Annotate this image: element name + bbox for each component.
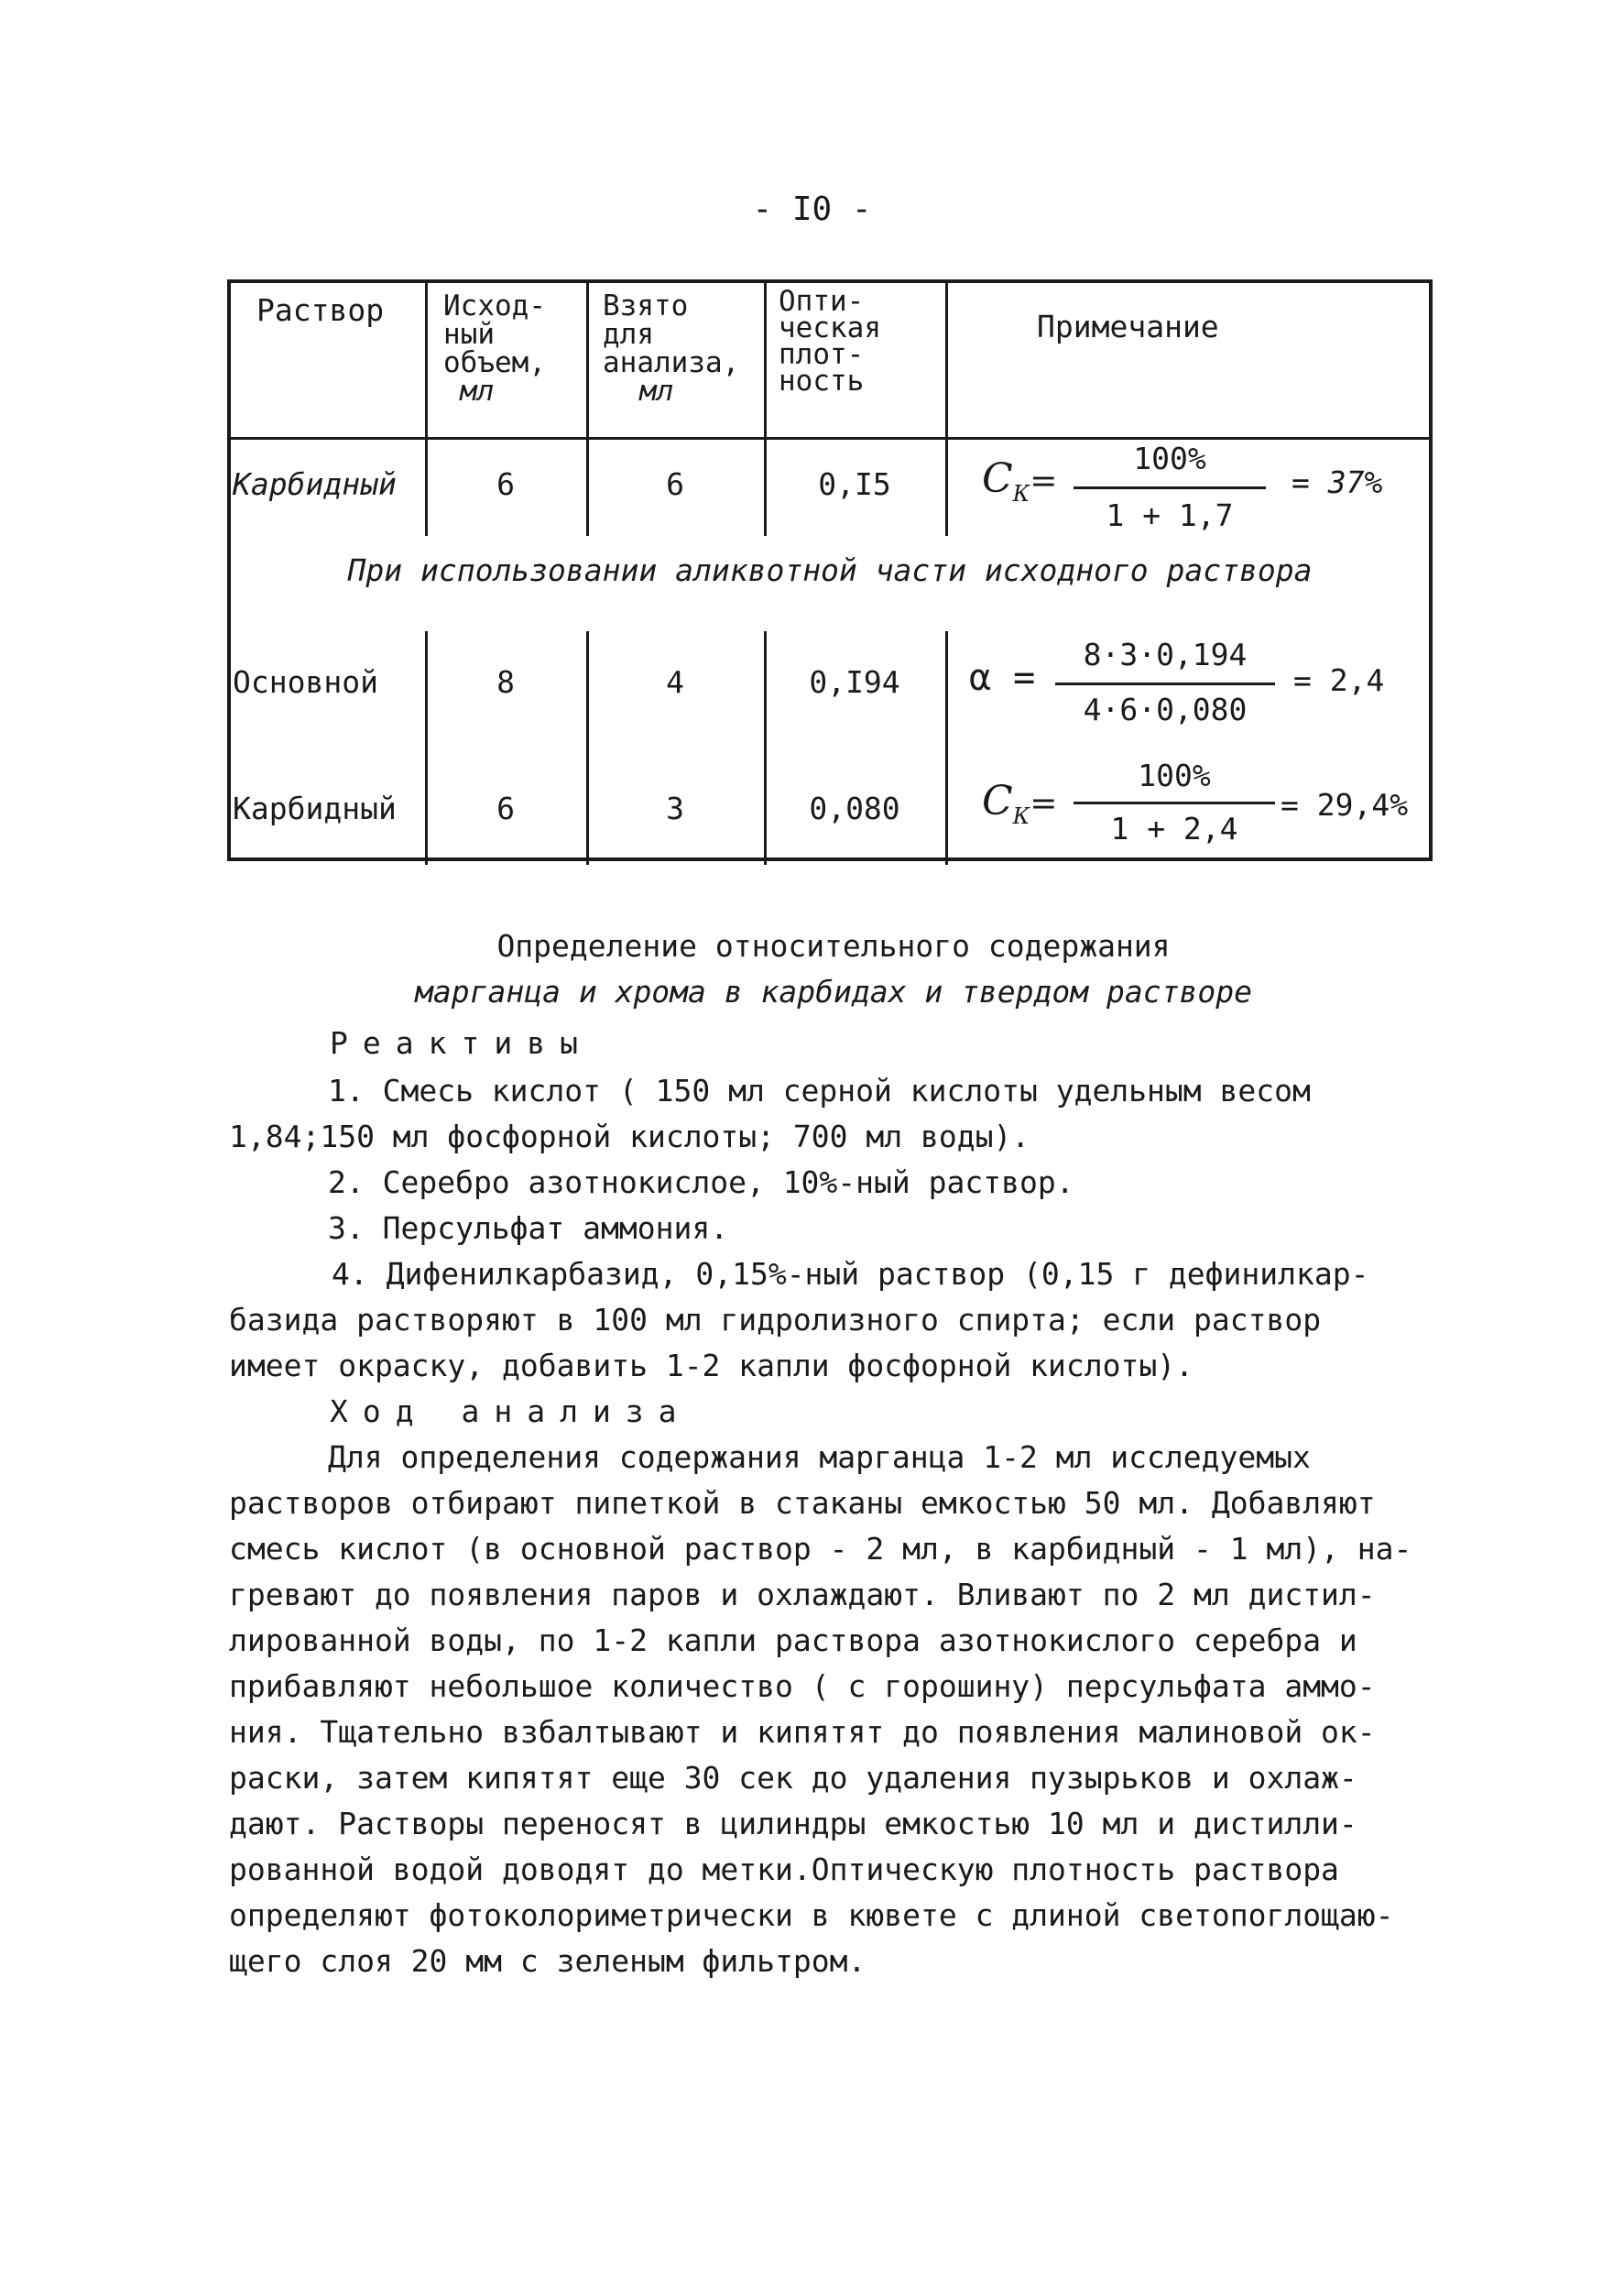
header-optical-density: Опти- ческая плот- ность <box>779 285 881 398</box>
row3-taken: 3 <box>666 791 684 826</box>
row2-formula-result: = 2,4 <box>1293 662 1385 698</box>
procedure-line: раски, затем кипятят еще 30 сек до удаления пузырьков и охлаж- <box>229 1760 1357 1796</box>
section-title-line2: марганца и хрома в карбидах и твердом растворе <box>415 974 1252 1010</box>
procedure-line: рованной водой доводят до метки.Оптическую плотность раствора <box>229 1851 1339 1887</box>
reagent-line: 2. Серебро азотнокислое, 10%-ный раствор. <box>328 1164 1074 1200</box>
row1-solution: Карбидный <box>233 466 397 502</box>
row3-optical-density: 0,080 <box>809 791 900 826</box>
header-solution: Раствор <box>256 292 385 328</box>
procedure-line: дают. Растворы переносят в цилиндры емкостью 10 мл и дистилли- <box>229 1806 1357 1841</box>
row1-fraction-line <box>1074 486 1266 489</box>
procedure-line: смесь кислот (в основной раствор - 2 мл, в карбидный - 1 мл), на- <box>229 1531 1412 1567</box>
procedure-heading: Ход анализа <box>330 1393 692 1429</box>
row2-formula-denominator: 4·6·0,080 <box>1083 692 1248 727</box>
row1-formula-lhs: $C_К=$ <box>982 455 1058 507</box>
procedure-line: Для определения содержания марганца 1-2 мл исследуемых <box>328 1439 1311 1475</box>
row3-solution: Карбидный <box>233 791 397 826</box>
procedure-line: растворов отбирают пипеткой в стаканы емкостью 50 мл. Добавляют <box>229 1485 1376 1521</box>
row2-initial-volume: 8 <box>496 664 515 700</box>
row1-optical-density: 0,I5 <box>818 466 891 502</box>
reagent-line: 3. Персульфат аммония. <box>328 1210 729 1246</box>
reagent-line: базида растворяют в 100 мл гидролизного спирта; если раствор <box>229 1302 1322 1338</box>
procedure-line: ния. Тщательно взбалтывают и кипятят до появления малиновой ок- <box>229 1714 1376 1750</box>
row2-fraction-line <box>1055 683 1275 685</box>
page-number: - I0 - <box>752 191 872 228</box>
row1-taken: 6 <box>666 466 684 502</box>
procedure-line: лированной воды, по 1-2 капли раствора азотнокислого серебра и <box>229 1622 1357 1658</box>
table-header-divider <box>231 437 1429 440</box>
header-initial-volume: Исход- ный объем, мл <box>443 289 546 408</box>
results-table <box>227 279 1433 861</box>
row3-formula-result: = 29,4% <box>1281 787 1409 823</box>
section-title-line1: Определение относительного содержания <box>496 928 1171 964</box>
row2-formula-lhs: α = <box>969 657 1036 699</box>
row1-formula-result: = 37% <box>1292 464 1383 500</box>
procedure-line: щего слоя 20 мм с зеленым фильтром. <box>229 1943 866 1979</box>
row2-taken: 4 <box>666 664 684 700</box>
row2-optical-density: 0,I94 <box>809 664 900 700</box>
row3-initial-volume: 6 <box>496 791 515 826</box>
header-taken-for-analysis: Взято для анализа, мл <box>603 289 740 408</box>
reagents-heading: Реактивы <box>330 1025 593 1061</box>
reagent-line: 4. Дифенилкарбазид, 0,15%-ный раствор (0,15 г дефинилкар- <box>332 1256 1369 1292</box>
reagent-line: 1. Смесь кислот ( 150 мл серной кислоты удельным весом <box>328 1073 1311 1109</box>
row3-formula-denominator: 1 + 2,4 <box>1110 811 1238 847</box>
procedure-line: определяют фотоколориметрически в кювете с длиной светопоглощаю- <box>229 1897 1394 1933</box>
row1-initial-volume: 6 <box>496 466 515 502</box>
row2-formula-numerator: 8·3·0,194 <box>1083 637 1248 672</box>
aliquot-note: При использовании аликвотной части исходного раствора <box>347 552 1313 588</box>
reagent-line: 1,84;150 мл фосфорной кислоты; 700 мл воды). <box>229 1119 1030 1154</box>
header-note: Примечание <box>1037 309 1219 344</box>
row3-fraction-line <box>1074 802 1275 804</box>
row3-formula-lhs: $C_К=$ <box>982 778 1058 829</box>
row1-formula-denominator: 1 + 1,7 <box>1106 497 1234 533</box>
row1-formula-numerator: 100% <box>1133 441 1206 476</box>
procedure-line: прибавляют небольшое количество ( с горошину) персульфата аммо- <box>229 1668 1376 1704</box>
procedure-line: гревают до появления паров и охлаждают. Вливают по 2 мл дистил- <box>229 1577 1376 1612</box>
row2-solution: Основной <box>233 664 378 700</box>
row3-formula-numerator: 100% <box>1138 758 1211 793</box>
reagent-line: имеет окраску, добавить 1-2 капли фосфорной кислоты). <box>229 1348 1193 1383</box>
